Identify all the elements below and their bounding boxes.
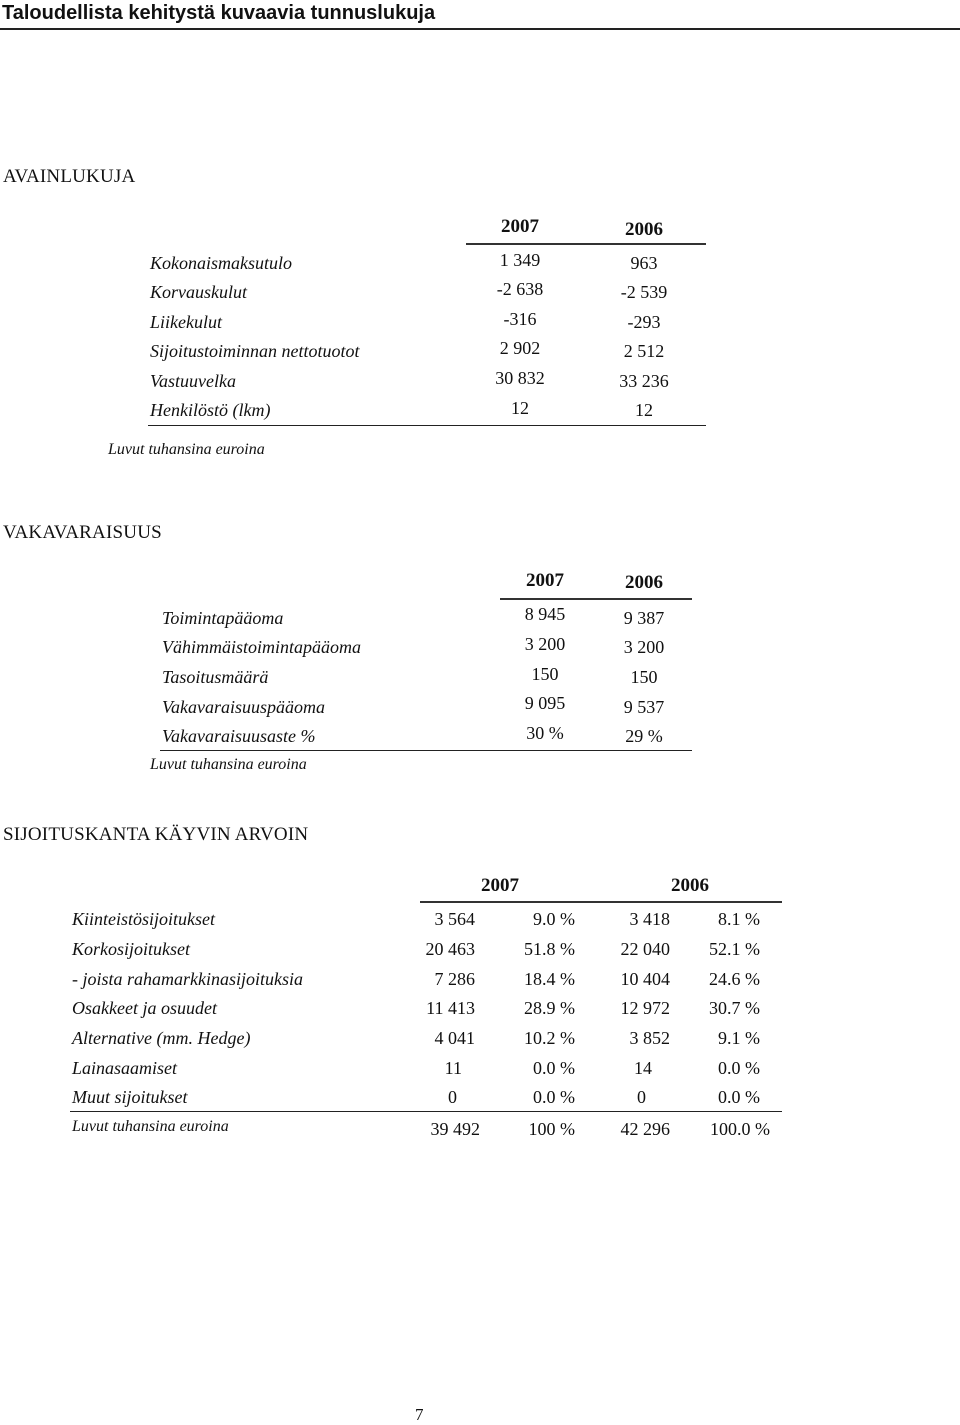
value-2007: 30 % [526, 723, 564, 743]
row-label: Vakavaraisuuspääoma [162, 697, 325, 717]
value-2006: 12 [635, 400, 653, 420]
row-label: Korkosijoitukset [72, 939, 190, 959]
value-2006: 12 972 [620, 998, 670, 1018]
value-2007: 0 [448, 1087, 457, 1107]
value-2007: 8 945 [524, 604, 566, 624]
row-label: Toimintapääoma [162, 608, 284, 628]
row-label: Henkilöstö (lkm) [150, 400, 271, 420]
value-2006: 2 512 [623, 341, 665, 361]
row-label: Korvauskulut [150, 282, 247, 302]
total-share-2007: 100 % [528, 1119, 575, 1139]
row-label: Kokonaismaksutulo [150, 253, 292, 273]
page-number: 7 [415, 1405, 424, 1424]
share-2006: 52.1 % [709, 939, 760, 959]
unit-note: Luvut tuhansina euroina [150, 756, 307, 773]
share-2007: 10.2 % [524, 1028, 575, 1048]
value-2006: 14 [634, 1058, 652, 1078]
value-2006: 9 387 [623, 608, 665, 628]
value-2006: 150 [630, 667, 658, 687]
value-2007: 11 [444, 1058, 462, 1078]
share-2007: 18.4 % [524, 969, 575, 989]
share-2007: 9.0 % [533, 909, 575, 929]
total-value-2007: 39 492 [430, 1119, 480, 1139]
row-label: - joista rahamarkkinasijoituksia [72, 969, 303, 989]
share-2007: 0.0 % [533, 1058, 575, 1078]
value-2007: 12 [511, 398, 529, 418]
value-2006: 29 % [625, 726, 663, 746]
value-2007: 11 413 [426, 998, 475, 1018]
value-2007: -2 638 [496, 279, 544, 299]
page-title: Taloudellista kehitystä kuvaavia tunnuslukuja [0, 0, 960, 30]
share-2006: 30.7 % [709, 998, 760, 1018]
value-2006: -2 539 [620, 282, 668, 302]
share-2007: 51.8 % [524, 939, 575, 959]
year-header-2007: 2007 [501, 216, 539, 237]
row-label: Liikekulut [150, 312, 222, 332]
value-2007: 7 286 [434, 969, 475, 989]
value-2006: 3 852 [629, 1028, 670, 1048]
header-rule [500, 598, 692, 600]
value-2007: 20 463 [425, 939, 475, 959]
value-2006: 3 200 [623, 637, 665, 657]
total-value-2006: 42 296 [620, 1119, 670, 1139]
row-label: Kiinteistösijoitukset [72, 909, 215, 929]
value-2006: 963 [630, 253, 658, 273]
share-2007: 28.9 % [524, 998, 575, 1018]
section-heading-sijoituskanta: SIJOITUSKANTA KÄYVIN ARVOIN [3, 824, 309, 845]
value-2006: -293 [627, 312, 661, 332]
share-2006: 8.1 % [718, 909, 760, 929]
year-header-2007: 2007 [481, 875, 519, 896]
table-bottom-rule [160, 750, 692, 751]
value-2007: 4 041 [434, 1028, 475, 1048]
share-2006: 0.0 % [718, 1058, 760, 1078]
table-bottom-rule [70, 1111, 782, 1112]
value-2006: 3 418 [629, 909, 670, 929]
section-heading-vakavaraisuus: VAKAVARAISUUS [3, 522, 162, 543]
row-label: Alternative (mm. Hedge) [72, 1028, 251, 1048]
unit-note: Luvut tuhansina euroina [72, 1118, 229, 1135]
row-label: Vastuuvelka [150, 371, 236, 391]
value-2006: 33 236 [619, 371, 669, 391]
share-2006: 0.0 % [718, 1087, 760, 1107]
value-2007: 150 [531, 664, 559, 684]
share-2006: 9.1 % [718, 1028, 760, 1048]
header-rule [466, 243, 706, 245]
year-header-2006: 2006 [625, 572, 663, 593]
value-2006: 9 537 [623, 697, 665, 717]
value-2007: -316 [503, 309, 537, 329]
row-label: Sijoitustoiminnan nettotuotot [150, 341, 360, 361]
value-2007: 1 349 [499, 250, 541, 270]
value-2007: 30 832 [495, 368, 545, 388]
row-label: Muut sijoitukset [72, 1087, 188, 1107]
value-2007: 3 564 [434, 909, 475, 929]
value-2006: 22 040 [620, 939, 670, 959]
unit-note: Luvut tuhansina euroina [108, 441, 265, 458]
row-label: Osakkeet ja osuudet [72, 998, 217, 1018]
row-label: Lainasaamiset [72, 1058, 178, 1078]
year-header-2007: 2007 [526, 570, 564, 591]
year-header-2006: 2006 [625, 219, 663, 240]
value-2007: 9 095 [524, 693, 566, 713]
share-2006: 24.6 % [709, 969, 760, 989]
year-header-2006: 2006 [671, 875, 709, 896]
share-2007: 0.0 % [533, 1087, 575, 1107]
value-2006: 10 404 [620, 969, 670, 989]
row-label: Tasoitusmäärä [162, 667, 269, 687]
total-share-2006: 100.0 % [710, 1119, 770, 1139]
row-label: Vähimmäistoimintapääoma [162, 637, 362, 657]
section-heading-avainluvut: AVAINLUKUJA [3, 166, 136, 187]
value-2007: 2 902 [499, 338, 541, 358]
table-bottom-rule [148, 425, 706, 426]
value-2006: 0 [637, 1087, 646, 1107]
value-2007: 3 200 [524, 634, 566, 654]
row-label: Vakavaraisuusaste % [162, 726, 316, 746]
header-rule [420, 901, 782, 903]
